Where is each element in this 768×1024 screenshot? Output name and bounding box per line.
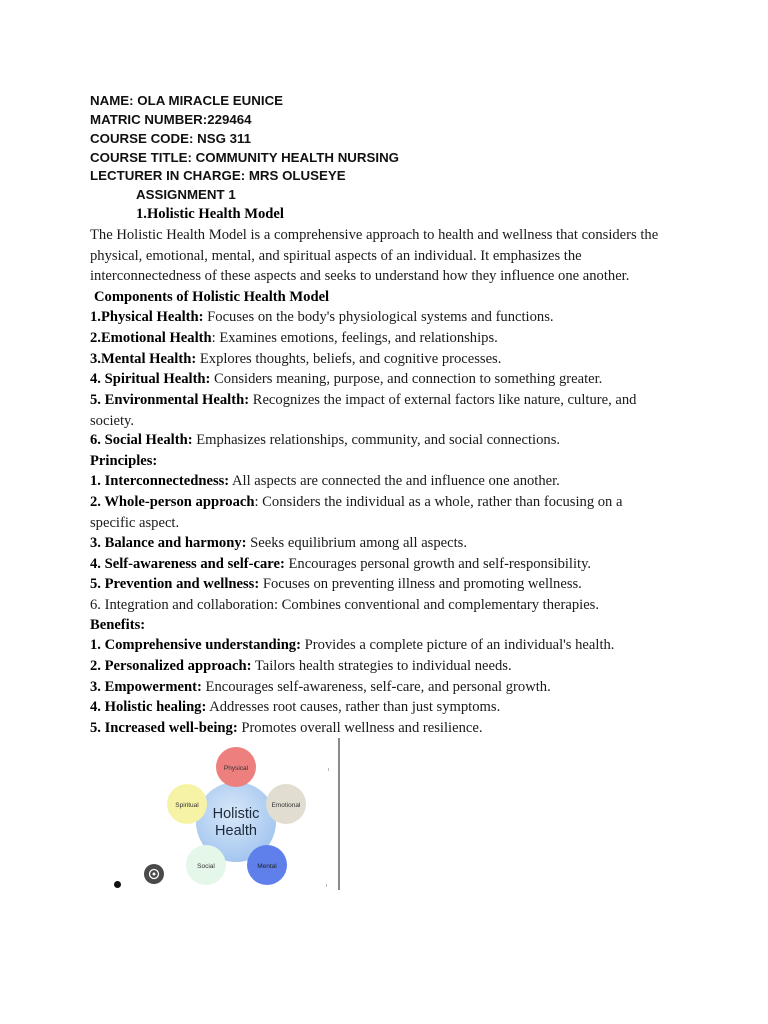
list-bullet (114, 881, 121, 888)
component-item (90, 390, 670, 431)
principle-text: Seeks equilibrium among all aspects. (246, 535, 467, 551)
benefit-text: Promotes overall wellness and resilience. (237, 720, 483, 736)
component-label: 3.Mental Health: (90, 351, 197, 367)
principle-item (90, 595, 690, 616)
principle-item (90, 471, 690, 492)
component-item (90, 430, 690, 451)
component-item (90, 369, 690, 390)
image-edge-line (338, 738, 340, 890)
benefit-item (90, 697, 690, 718)
principle-label: 1. Interconnectedness: (90, 473, 230, 489)
diagram-node-label: Mental (257, 863, 277, 870)
component-text: Recognizes the impact of external factors like nature, culture, and society. (90, 392, 637, 429)
benefit-label: 3. Empowerment: (90, 679, 202, 695)
principle-text: Focuses on preventing illness and promoting wellness. (259, 576, 582, 592)
diagram-center-line2: Health (215, 823, 257, 839)
benefit-text: Addresses root causes, rather than just symptoms. (206, 699, 501, 715)
matric-number: MATRIC NUMBER:229464 (90, 112, 252, 127)
diagram-node-label: Physical (223, 765, 249, 772)
principle-item (90, 574, 690, 595)
principle-text: All aspects are connected the and influence one another. (229, 473, 560, 489)
benefit-item (90, 677, 690, 698)
assignment-label: ASSIGNMENT 1 (136, 187, 236, 202)
lens-search-icon-dot (153, 873, 156, 876)
benefit-text: Provides a complete picture of an individual's health. (300, 637, 615, 653)
benefit-label: 5. Increased well-being: (90, 720, 238, 736)
component-item (90, 307, 690, 328)
diagram-node-label: Emotional (271, 802, 301, 809)
component-text: Explores thoughts, beliefs, and cognitive processes. (196, 351, 502, 367)
component-label: 4. Spiritual Health: (90, 371, 211, 387)
component-label: 6. Social Health: (90, 432, 193, 448)
component-text: Emphasizes relationships, community, and social connections. (192, 432, 561, 448)
benefit-text: Tailors health strategies to individual needs. (251, 658, 512, 674)
principle-item (90, 533, 690, 554)
principle-item (90, 554, 690, 575)
principle-label: 5. Prevention and wellness: (90, 576, 260, 592)
section-title: 1.Holistic Health Model (136, 206, 284, 222)
principles-heading: Principles: (90, 453, 158, 469)
image-edge-tick (328, 768, 329, 771)
holistic-health-diagram-svg (136, 738, 336, 890)
component-text: : Examines emotions, feelings, and relationships. (211, 330, 498, 346)
benefit-label: 1. Comprehensive understanding: (90, 637, 301, 653)
benefits-heading: Benefits: (90, 617, 146, 633)
benefit-item (90, 718, 690, 739)
intro-paragraph: The Holistic Health Model is a comprehensive approach to health and wellness that considers the physical, emotional, mental, and spiritual aspects of an individual. It emphasizes the interconnectedness of these aspects and seeks to understand how they influence one another. (90, 227, 659, 285)
principle-text: 6. Integration and collaboration: Combines conventional and complementary therapies. (90, 597, 600, 613)
lecturer-in-charge: LECTURER IN CHARGE: MRS OLUSEYE (90, 168, 346, 183)
course-title: COURSE TITLE: COMMUNITY HEALTH NURSING (90, 150, 400, 165)
components-heading: Components of Holistic Health Model (94, 289, 330, 305)
principle-text: : Considers the individual as a whole, rather than focusing on a specific aspect. (90, 494, 623, 531)
diagram-node-label: Social (197, 863, 215, 870)
diagram-node-label: Spiritual (175, 802, 199, 809)
component-text: Considers meaning, purpose, and connection to something greater. (210, 371, 603, 387)
component-item (90, 349, 690, 370)
diagram-center-line1: Holistic (212, 806, 260, 822)
benefit-text: Encourages self-awareness, self-care, and personal growth. (201, 679, 551, 695)
benefit-item (90, 656, 690, 677)
holistic-health-diagram (136, 738, 336, 890)
component-text: Focuses on the body's physiological systems and functions. (203, 309, 554, 325)
component-label: 5. Environmental Health: (90, 392, 250, 408)
student-name: NAME: OLA MIRACLE EUNICE (90, 93, 284, 108)
benefit-label: 2. Personalized approach: (90, 658, 252, 674)
course-code: COURSE CODE: NSG 311 (90, 131, 252, 146)
principle-item (90, 492, 650, 533)
benefit-item (90, 635, 690, 656)
principle-label: 3. Balance and harmony: (90, 535, 247, 551)
image-edge-tick (326, 884, 327, 887)
benefit-label: 4. Holistic healing: (90, 699, 207, 715)
principle-label: 2. Whole-person approach (90, 494, 255, 510)
component-label: 2.Emotional Health (90, 330, 212, 346)
principle-text: Encourages personal growth and self-responsibility. (284, 556, 592, 572)
component-item (90, 328, 690, 349)
component-label: 1.Physical Health: (90, 309, 204, 325)
principle-label: 4. Self-awareness and self-care: (90, 556, 285, 572)
